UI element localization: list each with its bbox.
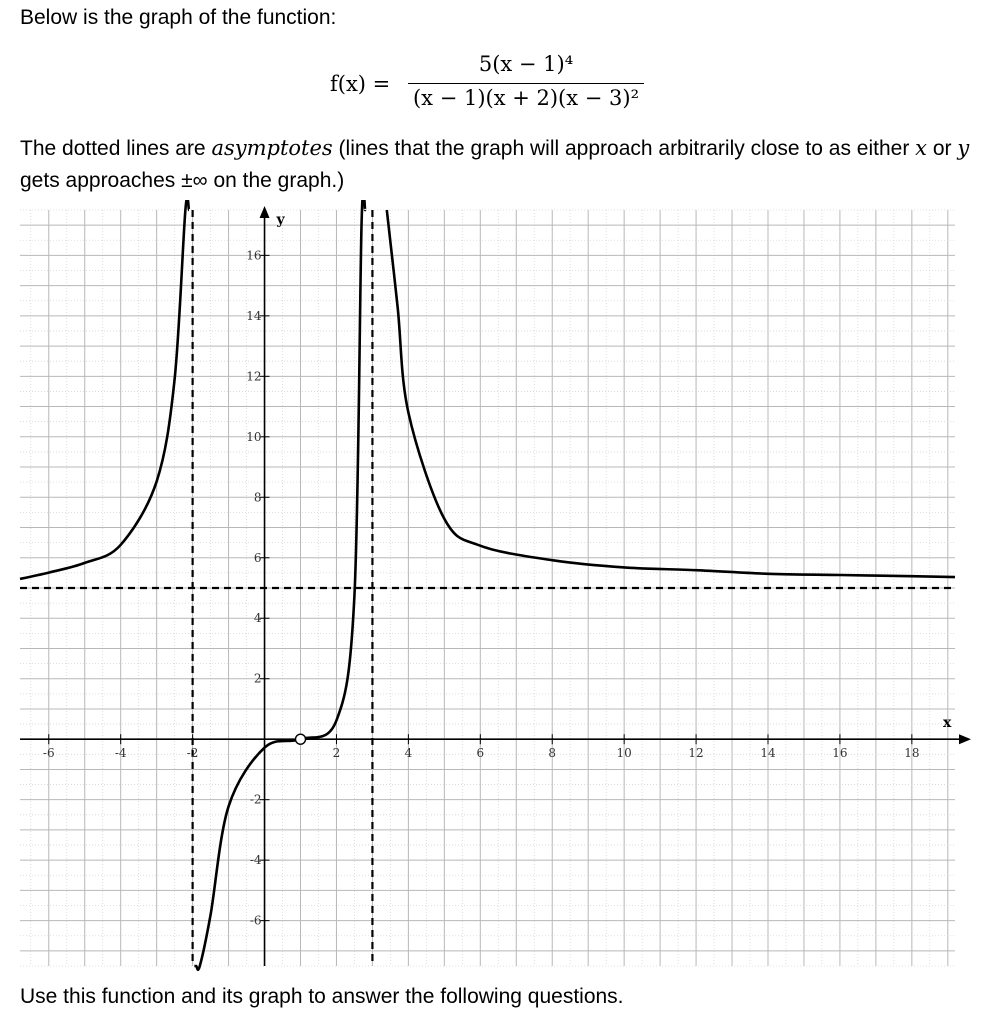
x-tick-label: 14 [760, 746, 776, 761]
x-axis-label: x [943, 715, 952, 732]
formula-numerator: 5(x − 1)⁴ [478, 52, 574, 76]
x-tick-label: 18 [904, 746, 920, 761]
y-tick-label: 10 [246, 429, 262, 444]
y-tick-label: 14 [246, 308, 262, 323]
x-tick-label: 4 [404, 746, 413, 761]
function-graph [0, 200, 986, 975]
note-part3: gets approaches ±∞ on the graph.) [20, 169, 345, 192]
x-tick-label: 12 [688, 746, 704, 761]
note-part2: (lines that the graph will approach arbitrarily close to as either [332, 137, 916, 160]
note-part1: The dotted lines are [20, 137, 212, 160]
formula-lhs: f(x) = [330, 72, 391, 96]
instruction-text: Use this function and its graph to answer the following questions. [20, 985, 624, 1008]
y-tick-label: 4 [253, 611, 262, 626]
y-axis-arrow [260, 206, 270, 218]
x-tick-label: 2 [332, 746, 341, 761]
y-tick-label: -4 [249, 853, 262, 868]
y-tick-label: 6 [253, 550, 262, 565]
x-axis-arrow [959, 734, 971, 744]
x-tick-label: -6 [42, 746, 55, 761]
curve-branch [20, 200, 189, 579]
hole-marker [296, 734, 306, 744]
axes [20, 206, 971, 966]
fraction-bar [408, 83, 644, 84]
y-tick-label: -2 [249, 792, 262, 807]
x-tick-label: 16 [832, 746, 848, 761]
y-tick-label: -6 [249, 913, 262, 928]
note-x-var: x [915, 136, 927, 160]
note-or-word: or [927, 137, 958, 160]
y-tick-label: 8 [253, 490, 262, 505]
note-italic-word: asymptotes [211, 136, 333, 160]
asymptote-note [20, 132, 970, 197]
note-y-var: y [957, 136, 970, 160]
holes [296, 734, 306, 744]
function-formula [330, 48, 660, 118]
intro-text: Below is the graph of the function: [20, 6, 337, 29]
formula-denominator: (x − 1)(x + 2)(x − 3)² [412, 86, 640, 110]
x-tick-label: -4 [114, 746, 127, 761]
y-tick-label: 2 [253, 671, 262, 686]
x-tick-label: -2 [186, 746, 199, 761]
y-tick-label: 16 [246, 248, 262, 263]
y-axis-label: y [276, 212, 285, 228]
x-tick-label: 10 [616, 746, 632, 761]
y-tick-label: 12 [246, 369, 262, 384]
x-tick-label: 6 [476, 746, 485, 761]
x-tick-label: 8 [548, 746, 557, 761]
curve-branch [387, 210, 955, 577]
